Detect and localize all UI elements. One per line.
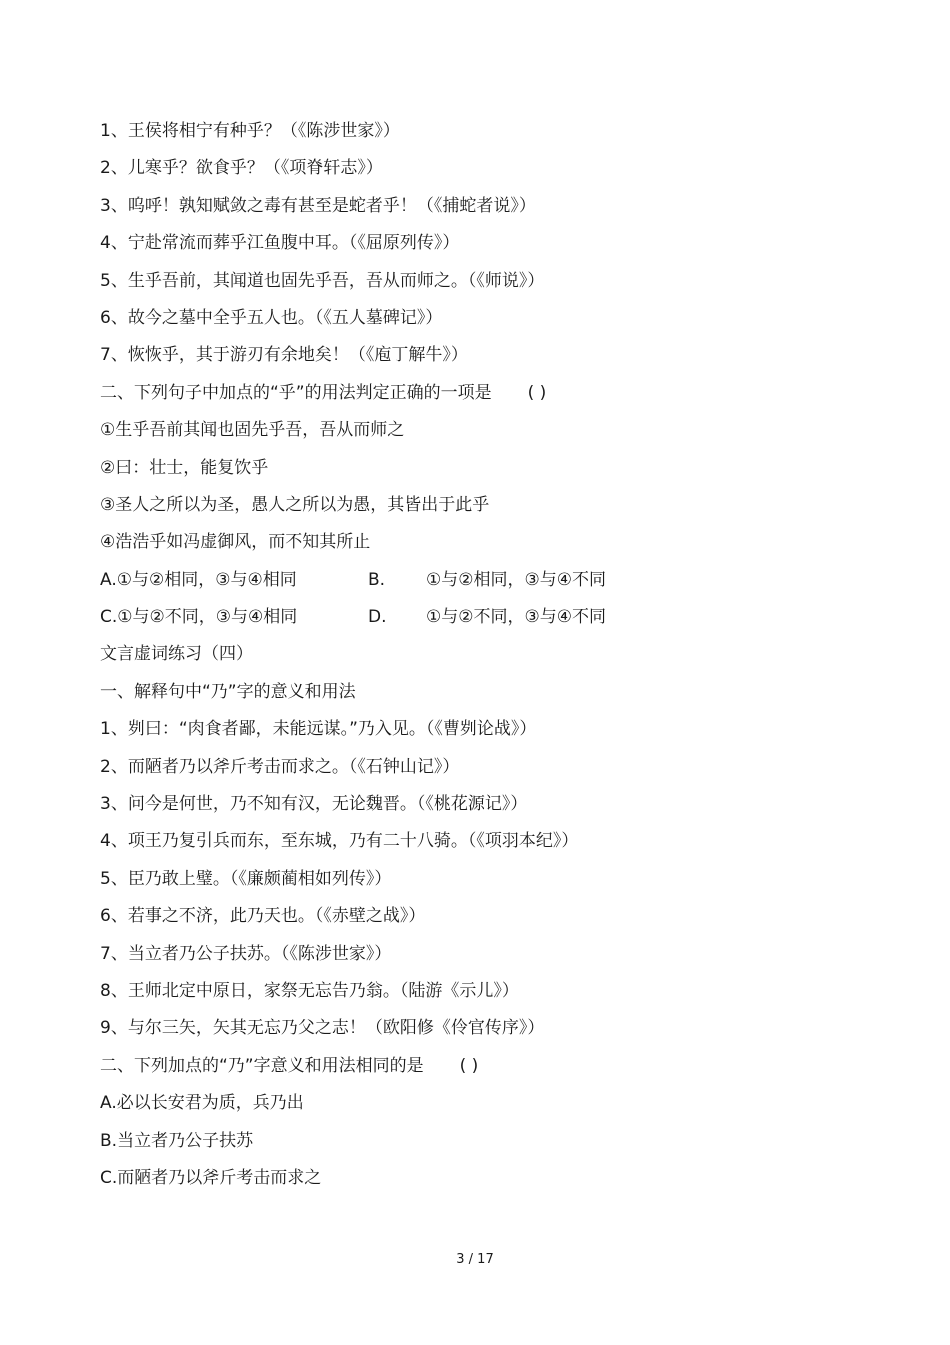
nai-option-c: C.而陋者乃以斧斤考击而求之	[100, 1167, 322, 1188]
hu-option-b-letter: B.	[368, 569, 386, 590]
hu-options-row-2	[100, 606, 860, 628]
hu-option-d-letter: D.	[368, 607, 387, 628]
answer-blank: ( )	[459, 1055, 479, 1076]
hu-item-5: 5、生乎吾前，其闻道也固先乎吾，吾从而师之。（《师说》）	[100, 270, 545, 291]
hu-sentence-1: ①生乎吾前其闻也固先乎吾，吾从而师之	[100, 420, 405, 441]
answer-blank: ( )	[527, 382, 547, 403]
hu-sentence-3: ③圣人之所以为圣，愚人之所以为愚，其皆出于此乎	[100, 494, 490, 515]
nai-question-text: 二、下列加点的“乃”字意义和用法相同的是	[100, 1055, 424, 1076]
hu-sentence-4: ④浩浩乎如冯虚御风，而不知其所止	[100, 532, 371, 553]
hu-item-4: 4、宁赴常流而葬乎江鱼腹中耳。（《屈原列传》）	[100, 233, 460, 254]
nai-item-7: 7、当立者乃公子扶苏。（《陈涉世家》）	[100, 943, 392, 964]
section-title: 文言虚词练习（四）	[100, 644, 253, 665]
hu-item-6: 6、故今之墓中全乎五人也。（《五人墓碑记》）	[100, 307, 443, 328]
page-content	[100, 120, 860, 1204]
hu-option-b: ①与②相同，③与④不同	[426, 569, 606, 590]
nai-option-a: A.必以长安君为质，兵乃出	[100, 1093, 304, 1114]
hu-item-7: 7、恢恢乎，其于游刃有余地矣！（《庖丁解牛》）	[100, 345, 468, 366]
nai-question	[100, 1055, 860, 1077]
hu-question	[100, 382, 860, 404]
nai-item-8: 8、王师北定中原日，家祭无忘告乃翁。（陆游《示儿》）	[100, 980, 519, 1001]
nai-item-6: 6、若事之不济，此乃天也。（《赤壁之战》）	[100, 906, 426, 927]
hu-option-a: A.①与②相同，③与④相同	[100, 569, 297, 590]
hu-question-text: 二、下列句子中加点的“乎”的用法判定正确的一项是	[100, 382, 492, 403]
nai-item-4: 4、项王乃复引兵而东，至东城，乃有二十八骑。（《项羽本纪》）	[100, 831, 579, 852]
page-number: 3 / 17	[456, 1252, 494, 1267]
hu-item-3: 3、呜呼！孰知赋敛之毒有甚至是蛇者乎！（《捕蛇者说》）	[100, 195, 536, 216]
hu-option-c: C.①与②不同，③与④相同	[100, 607, 298, 628]
hu-item-1: 1、王侯将相宁有种乎？（《陈涉世家》）	[100, 121, 400, 141]
nai-intro: 一、解释句中“乃”字的意义和用法	[100, 681, 356, 702]
nai-item-2: 2、而陋者乃以斧斤考击而求之。（《石钟山记》）	[100, 756, 460, 777]
nai-item-3: 3、问今是何世，乃不知有汉，无论魏晋。（《桃花源记》）	[100, 794, 528, 815]
nai-item-9: 9、与尔三矢，矢其无忘乃父之志！（欧阳修《伶官传序》）	[100, 1018, 545, 1039]
nai-item-5: 5、臣乃敢上璧。（《廉颇蔺相如列传》）	[100, 868, 392, 889]
hu-item-2: 2、儿寒乎？欲食乎？（《项脊轩志》）	[100, 158, 383, 179]
hu-sentence-2: ②曰：壮士，能复饮乎	[100, 457, 269, 478]
nai-option-b: B.当立者乃公子扶苏	[100, 1130, 254, 1151]
nai-item-1: 1、刿曰：“肉食者鄙，未能远谋。”乃入见。（《曹刿论战》）	[100, 719, 537, 740]
hu-option-d: ①与②不同，③与④不同	[426, 607, 606, 628]
hu-options-row-1	[100, 569, 860, 591]
